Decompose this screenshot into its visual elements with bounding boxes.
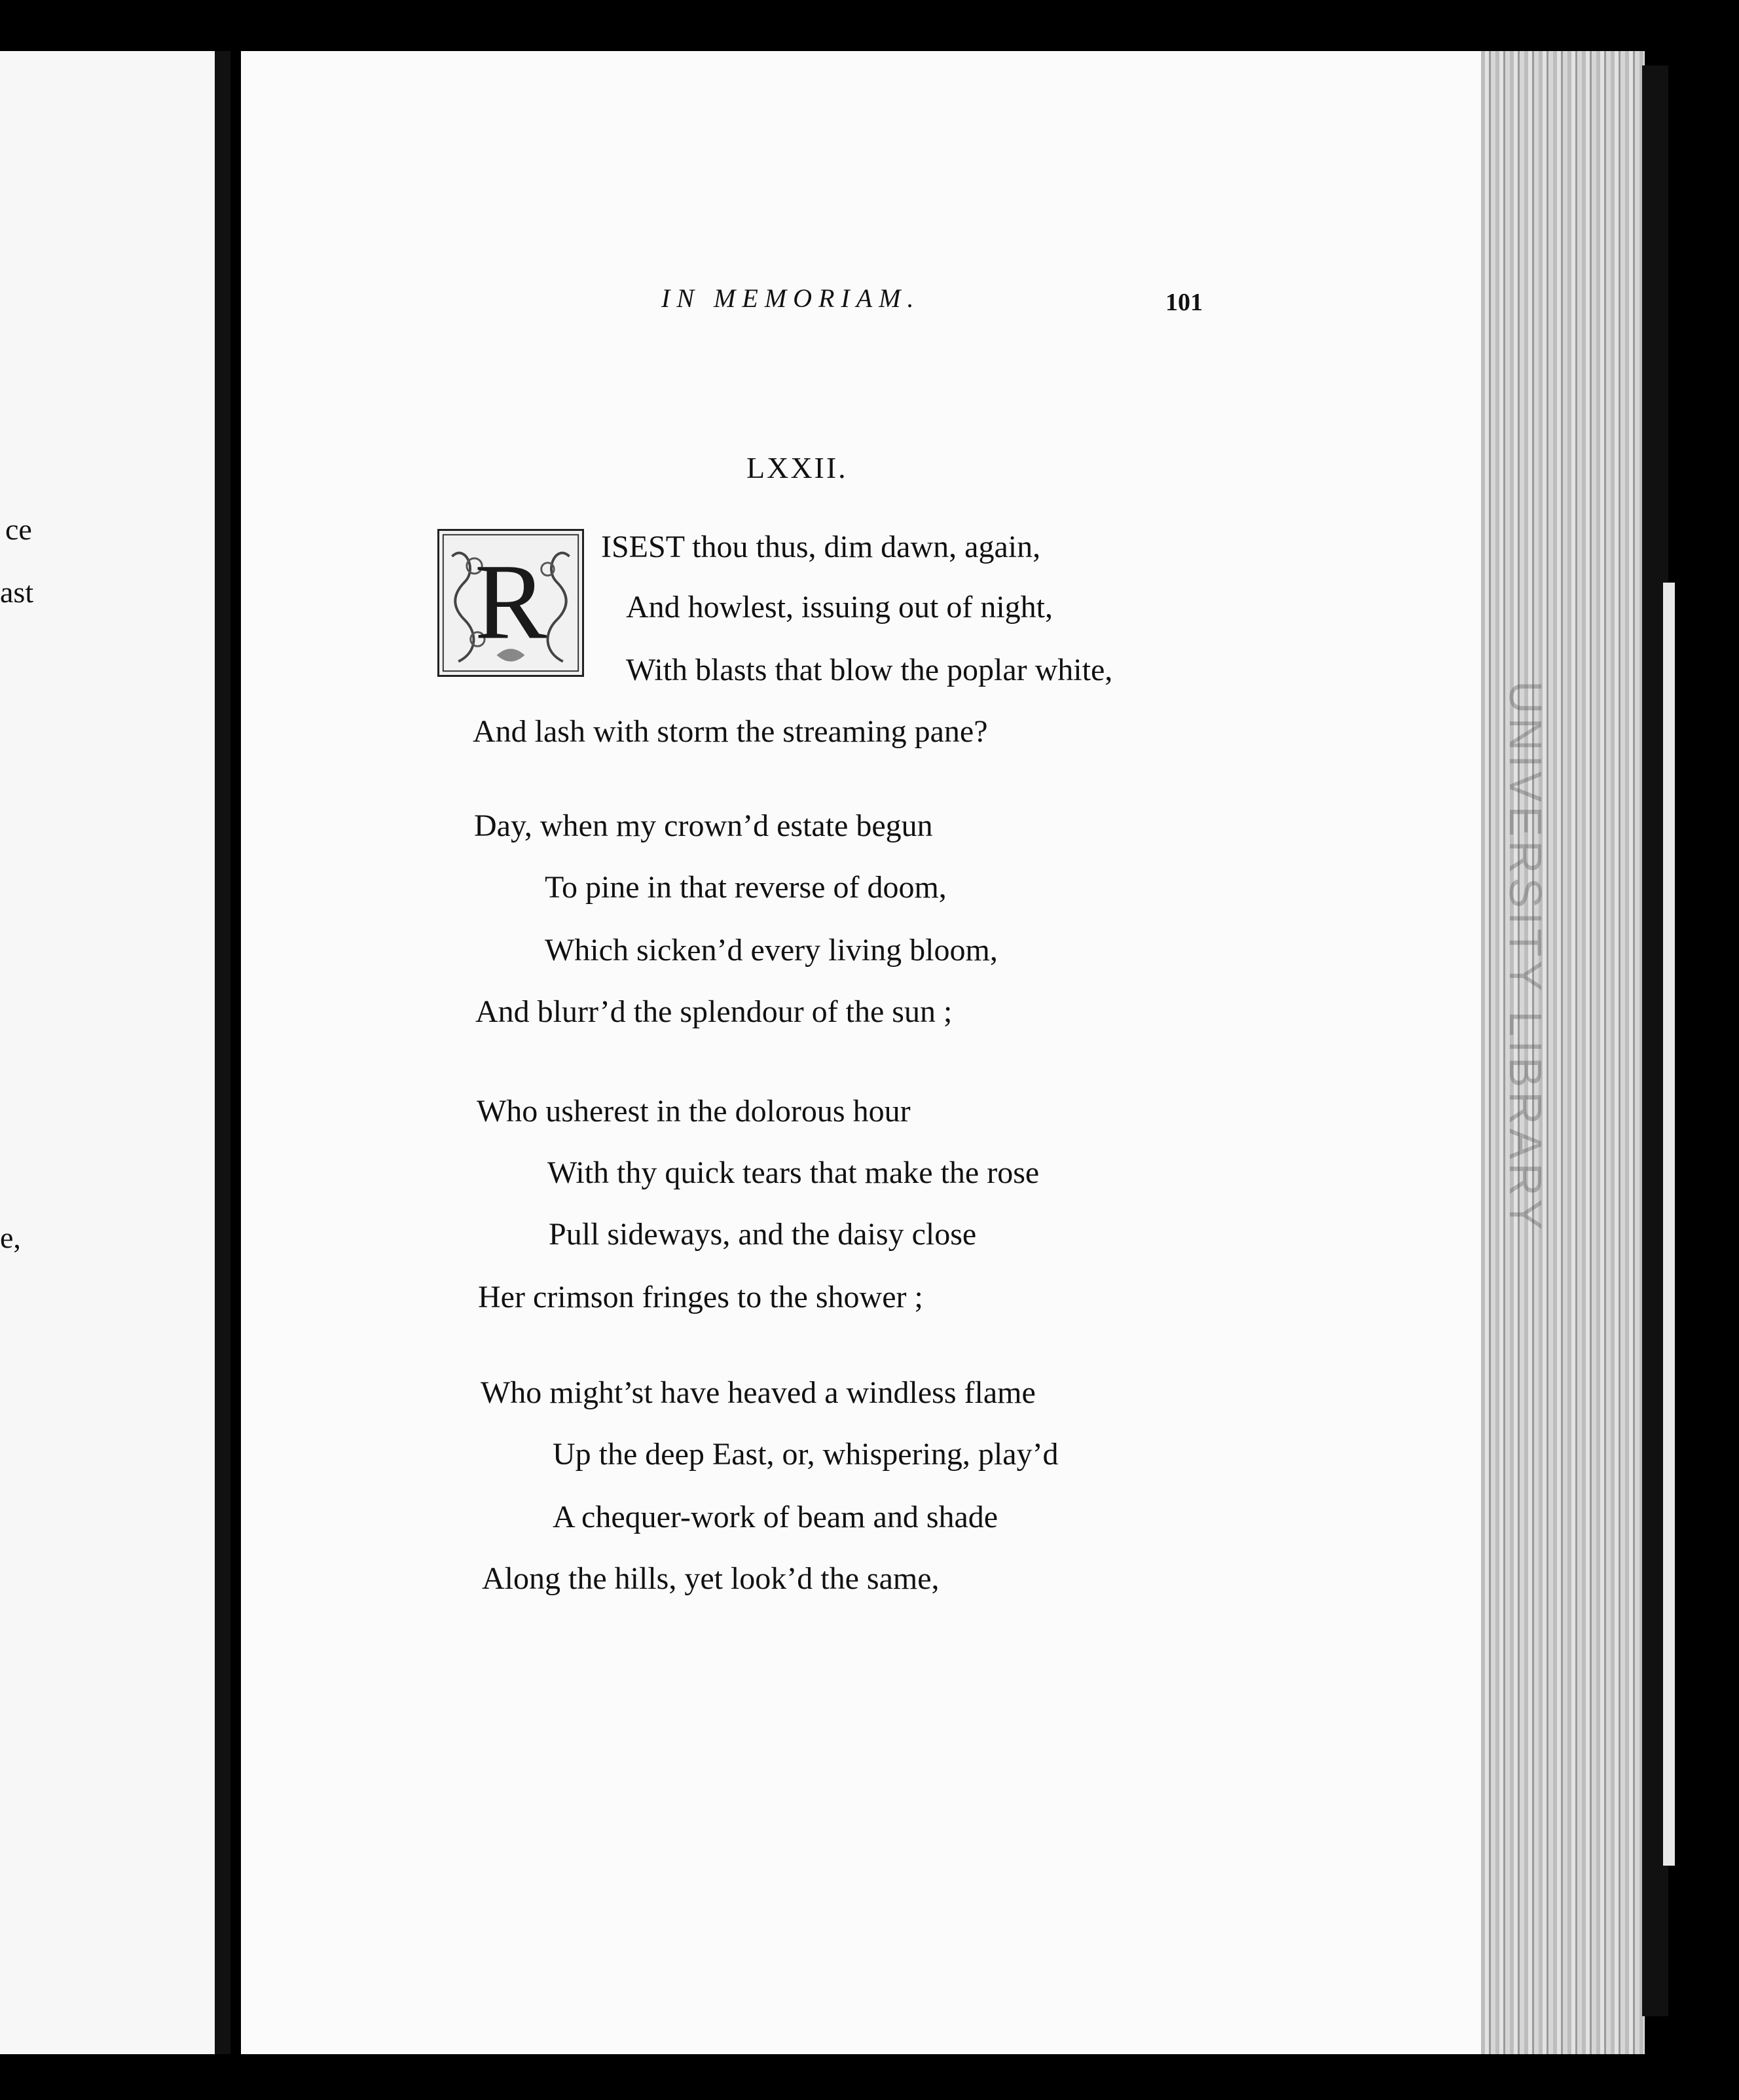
poem-line: With blasts that blow the poplar white, (626, 653, 1113, 687)
poem-line: With thy quick tears that make the rose (547, 1155, 1040, 1190)
poem-line: Pull sideways, and the daisy close (549, 1217, 977, 1252)
section-title: LXXII. (746, 451, 848, 484)
ornament-icon (439, 531, 582, 675)
poem-line: A chequer-work of beam and shade (553, 1500, 998, 1534)
running-head: IN MEMORIAM. (661, 283, 921, 313)
poem-line: Along the hills, yet look’d the same, (482, 1561, 940, 1596)
page-number: 101 (1165, 289, 1203, 316)
poem-line: And lash with storm the streaming pane? (473, 714, 988, 749)
poem-line: To pine in that reverse of doom, (545, 870, 947, 905)
left-page-fragment: e, (0, 1221, 21, 1254)
poem-line: Day, when my crown’d estate begun (474, 808, 933, 843)
poem-line: And blurr’d the splendour of the sun ; (475, 994, 953, 1029)
poem-line: Her crimson fringes to the shower ; (478, 1280, 923, 1314)
drop-cap-initial (437, 529, 584, 677)
poem-line: Up the deep East, or, whispering, play’d (553, 1437, 1059, 1472)
library-stamp: UNIVERSITY LIBRARY (1500, 681, 1551, 1234)
svg-text:R: R (474, 541, 547, 662)
left-page-fragment: ce (5, 513, 32, 546)
poem-line: ISEST thou thus, dim dawn, again, (601, 530, 1041, 564)
left-facing-page (0, 51, 216, 2054)
poem-line: Which sicken’d every living bloom, (545, 933, 998, 968)
left-page-fragment: ast (0, 575, 34, 609)
book-page (241, 51, 1485, 2054)
poem-line: And howlest, issuing out of night, (626, 590, 1053, 625)
page-gutter (215, 51, 241, 2054)
poem-line: Who usherest in the dolorous hour (477, 1094, 911, 1129)
book-edge-strip (1663, 583, 1675, 1866)
poem-line: Who might’st have heaved a windless flame (481, 1375, 1036, 1410)
